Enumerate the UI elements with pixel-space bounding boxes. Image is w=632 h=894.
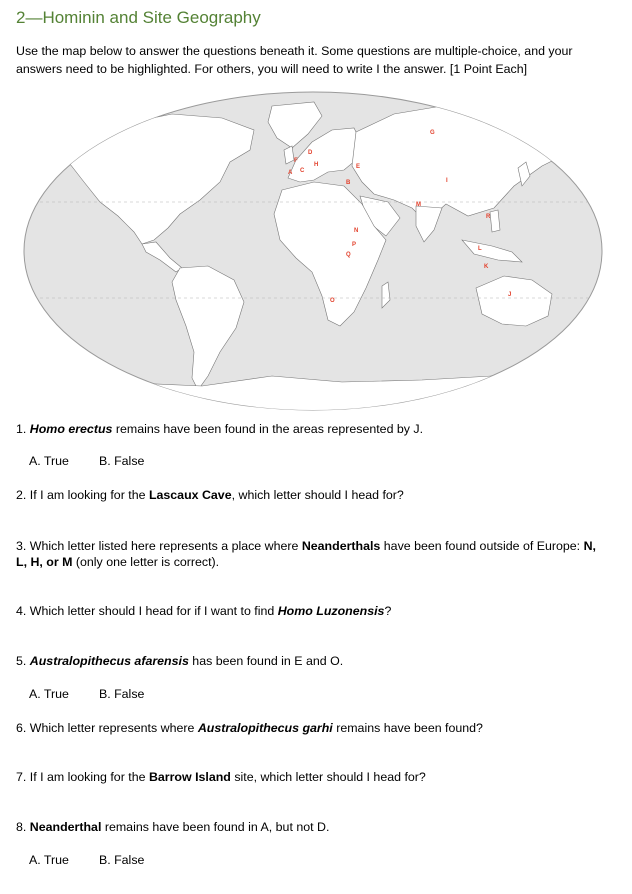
map-label-h: H [314, 162, 319, 168]
map-label-a: A [288, 170, 293, 176]
option-true[interactable]: A. True [29, 687, 69, 701]
option-true[interactable]: A. True [29, 853, 69, 867]
map-label-e: E [356, 164, 361, 170]
question-text: has been found in E and O. [188, 654, 344, 668]
question-text: (only one letter is correct). [72, 555, 220, 569]
map-label-p: P [352, 242, 357, 248]
question-number: 1. [16, 422, 30, 436]
map-label-c: C [300, 168, 305, 174]
question-7 [16, 769, 616, 785]
question-text: Which letter listed here represents a place where [29, 539, 302, 553]
question-text: site, which letter should I head for? [230, 770, 426, 784]
option-true[interactable]: A. True [29, 454, 69, 468]
map-label-i: I [446, 178, 448, 184]
question-text: , which letter should I head for? [231, 488, 404, 502]
question-6 [16, 720, 616, 736]
map-label-n: N [354, 228, 359, 234]
question-number: 3. [16, 539, 30, 553]
section-title: 2—Hominin and Site Geography [16, 8, 261, 27]
question-1 [16, 421, 616, 437]
map-label-g: G [430, 130, 435, 136]
question-text: If I am looking for the [29, 488, 149, 502]
map-label-m: M [416, 202, 421, 208]
question-text: ? [384, 604, 392, 618]
map-label-l: L [478, 246, 482, 252]
question-2 [16, 487, 616, 503]
question-number: 8. [16, 820, 30, 834]
map-label-o: O [330, 298, 335, 304]
map-label-b: B [346, 180, 351, 186]
question-text: remains have been found in the areas represented by J. [112, 422, 424, 436]
question-number: 6. [16, 721, 30, 735]
map-label-q: Q [346, 252, 351, 258]
map-label-f: F [294, 158, 298, 164]
answer-options [29, 454, 144, 468]
question-number: 4. [16, 604, 30, 618]
question-3 [16, 538, 602, 570]
answer-options [29, 853, 144, 867]
question-key-term: Australopithecus garhi [197, 721, 333, 735]
option-false[interactable]: B. False [98, 687, 145, 701]
instructions: Use the map below to answer the questions beneath it. Some questions are multiple-choice, and your answers need to be highlighted. For others, you will need to write I the answer. [1 Point Each] [16, 44, 573, 76]
world-map [22, 90, 604, 412]
question-text: Which letter should I head for if I want to find [29, 604, 278, 618]
option-false[interactable]: B. False [98, 454, 145, 468]
question-number: 5. [16, 654, 30, 668]
question-number: 2. [16, 488, 30, 502]
question-text: remains have been found? [332, 721, 483, 735]
question-text: remains have been found in A, but not D. [101, 820, 330, 834]
question-text: have been found outside of Europe: [380, 539, 584, 553]
question-text: Which letter represents where [29, 721, 198, 735]
map-label-k: K [484, 264, 489, 270]
map-label-d: D [308, 150, 313, 156]
question-text: If I am looking for the [29, 770, 149, 784]
new-zealand-landmass [582, 318, 590, 340]
question-key-term: Homo Luzonensis [277, 604, 385, 618]
question-key-term: Australopithecus afarensis [29, 654, 189, 668]
question-key-term: Neanderthals [301, 539, 381, 553]
question-key-term: Neanderthal [29, 820, 102, 834]
question-8 [16, 819, 616, 835]
map-label-j: J [508, 292, 512, 298]
question-key-term: Lascaux Cave [148, 488, 232, 502]
antarctica-landmass [22, 376, 602, 412]
question-5 [16, 653, 616, 669]
question-number: 7. [16, 770, 30, 784]
question-key-term: Homo erectus [29, 422, 113, 436]
answer-options [29, 687, 144, 701]
question-key-term: Barrow Island [148, 770, 231, 784]
philippines-landmass [490, 210, 500, 232]
question-choices: N, L, H, or M [16, 539, 596, 569]
question-4 [16, 603, 616, 619]
option-false[interactable]: B. False [98, 853, 145, 867]
map-label-r: R [486, 214, 491, 220]
